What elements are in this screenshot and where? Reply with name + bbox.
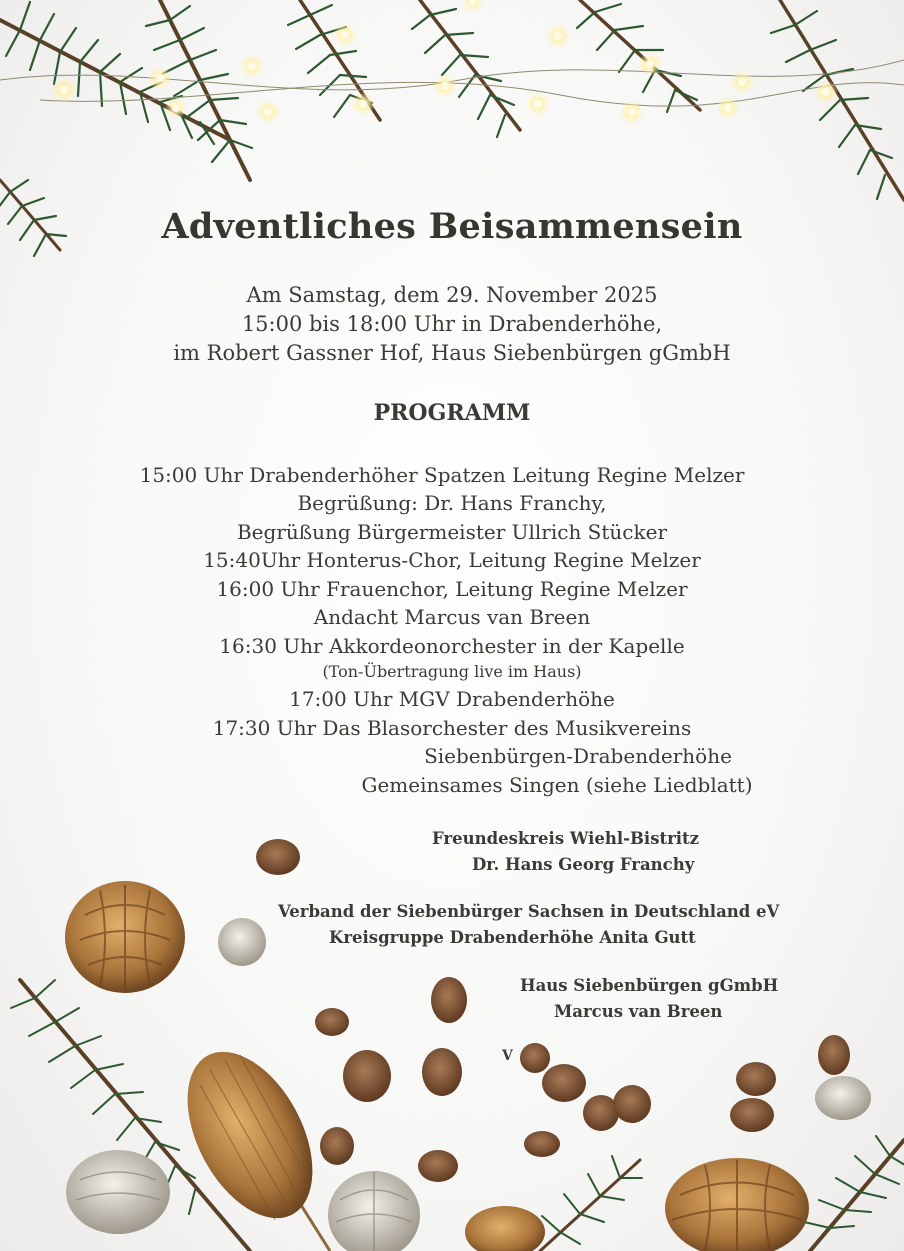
pine-branch-bottom-right (540, 1136, 904, 1251)
program-heading: PROGRAMM (373, 400, 531, 426)
program-item: 15:40Uhr Honterus-Chor, Leitung Regine Melzer (203, 548, 701, 572)
organizer-name: Freundeskreis Wiehl-Bistritz (432, 829, 700, 848)
program-item: 16:30 Uhr Akkordeonorchester in der Kapelle (219, 634, 685, 658)
program-item: 16:00 Uhr Frauenchor, Leitung Regine Melzer (216, 577, 688, 601)
program-item: 17:00 Uhr MGV Drabenderhöhe (289, 687, 615, 711)
program-item: Andacht Marcus van Breen (313, 605, 591, 629)
fairy-lights (0, 0, 904, 124)
program-item: Siebenbürgen-Drabenderhöhe (424, 744, 732, 768)
organizer-contact: Kreisgruppe Drabenderhöhe Anita Gutt (329, 928, 696, 947)
organizer-name: Haus Siebenbürgen gGmbH (520, 976, 779, 995)
teasel-decoration (162, 1031, 338, 1251)
event-time-place: 15:00 bis 18:00 Uhr in Drabenderhöhe, (241, 312, 663, 336)
stray-mark: V (502, 1048, 513, 1064)
organizer-name: Verband der Siebenbürger Sachsen in Deutschland eV (278, 902, 780, 921)
event-title: Adventliches Beisammensein (161, 206, 743, 247)
program-item: Gemeinsames Singen (siehe Liedblatt) (361, 773, 753, 797)
organizer-contact: Marcus van Breen (554, 1002, 723, 1021)
program-item: 15:00 Uhr Drabenderhöher Spatzen Leitung Regine Melzer (139, 463, 745, 487)
event-venue: im Robert Gassner Hof, Haus Siebenbürgen gGmbH (173, 341, 731, 365)
program-note: (Ton-Übertragung live im Haus) (322, 662, 582, 681)
program-item: 17:30 Uhr Das Blasorchester des Musikvereins (212, 716, 692, 740)
pine-branch-bottom-left (11, 980, 250, 1251)
program-item: Begrüßung Bürgermeister Ullrich Stücker (236, 520, 668, 544)
event-date: Am Samstag, dem 29. November 2025 (246, 283, 658, 307)
program-item: Begrüßung: Dr. Hans Franchy, (297, 491, 607, 515)
organizer-contact: Dr. Hans Georg Franchy (472, 855, 695, 874)
